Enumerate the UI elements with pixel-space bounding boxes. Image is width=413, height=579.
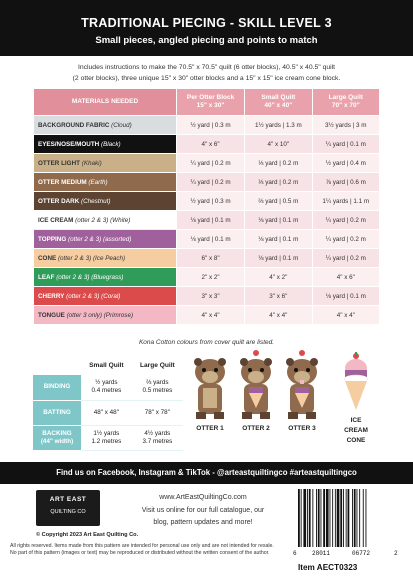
barcode-bar bbox=[354, 489, 356, 547]
barcode-bar bbox=[321, 489, 322, 547]
material-large-value: ½ yard | 0.4 m bbox=[312, 154, 379, 173]
material-large-value: 3½ yards | 3 m bbox=[312, 116, 379, 135]
small-quilt-header: Small Quilt 40" x 40" bbox=[245, 89, 312, 116]
material-per-block-value: ⅛ yard | 0.1 m bbox=[177, 211, 245, 230]
materials-row bbox=[34, 287, 380, 306]
page-title: TRADITIONAL PIECING - SKILL LEVEL 3 bbox=[81, 16, 332, 30]
batting-large-header: Large Quilt bbox=[139, 361, 175, 369]
materials-row bbox=[34, 154, 380, 173]
barcode-bar bbox=[359, 489, 360, 547]
barcode-bar bbox=[346, 489, 347, 547]
otter-3-label: OTTER 3 bbox=[288, 425, 316, 432]
material-large-value: ¼ yard | 0.2 m bbox=[312, 211, 379, 230]
item-number: Item AECT0323 bbox=[298, 563, 358, 572]
barcode-bar bbox=[363, 489, 364, 547]
batting-row bbox=[33, 400, 183, 425]
materials-row bbox=[34, 192, 380, 211]
barcode-bar bbox=[330, 489, 331, 547]
barcode-bar bbox=[352, 489, 353, 547]
barcode-bar bbox=[340, 489, 342, 547]
website-block bbox=[108, 492, 298, 530]
material-per-block-value: 3" x 3" bbox=[177, 287, 245, 306]
batting-value: 78" x 78" bbox=[132, 400, 183, 425]
barcode-bar bbox=[316, 489, 317, 547]
batting-corner bbox=[33, 355, 81, 375]
material-per-block-value: 4" x 6" bbox=[177, 135, 245, 154]
barcode-image bbox=[290, 487, 402, 557]
barcode-bar bbox=[312, 489, 313, 547]
material-per-block-value: 4" x 4" bbox=[177, 306, 245, 325]
barcode-digit-1: 6 bbox=[293, 550, 297, 557]
material-name: TOPPING (otter 2 & 3) (assorted) bbox=[34, 230, 177, 249]
batting-value: ½ yards 0.4 metres bbox=[81, 375, 132, 400]
material-small-value: ⅓ yard | 0.2 m bbox=[245, 173, 312, 192]
material-name: OTTER DARK (Chestnut) bbox=[34, 192, 177, 211]
batting-small-header: Small Quilt bbox=[89, 361, 124, 369]
ice-cream-label-2: CREAM bbox=[344, 427, 368, 434]
batting-row-label: BINDING bbox=[33, 375, 81, 400]
materials-row bbox=[34, 116, 380, 135]
ice-cream-label-1: ICE bbox=[350, 417, 362, 424]
otter-2-figure bbox=[240, 350, 272, 419]
batting-row bbox=[33, 425, 183, 450]
materials-row bbox=[34, 268, 380, 287]
material-name: EYES/NOSE/MOUTH (Black) bbox=[34, 135, 177, 154]
barcode-bar bbox=[343, 489, 344, 547]
large-quilt-header: Large Quilt 70" x 70" bbox=[312, 89, 379, 116]
material-large-value: ¼ yard | 0.1 m bbox=[312, 135, 379, 154]
barcode-bar bbox=[307, 489, 308, 547]
materials-table bbox=[33, 88, 380, 325]
barcode-bar bbox=[303, 489, 306, 547]
barcode-bar bbox=[298, 489, 300, 547]
art-east-logo bbox=[36, 490, 100, 526]
batting-row-label: BATTING bbox=[33, 400, 81, 425]
material-large-value: ⅞ yard | 0.6 m bbox=[312, 173, 379, 192]
logo-line-2: QUILTING CO bbox=[50, 509, 86, 515]
material-per-block-value: ½ yard | 0.3 m bbox=[177, 116, 245, 135]
website-line-2: Visit us online for our full catalogue, our bbox=[141, 506, 265, 514]
batting-row bbox=[33, 375, 183, 400]
ice-cream-label-3: CONE bbox=[346, 437, 366, 444]
materials-row bbox=[34, 306, 380, 325]
material-name: BACKGROUND FABRIC (Cloud) bbox=[34, 116, 177, 135]
barcode-bar bbox=[357, 489, 358, 547]
kona-note: Kona Cotton colours from cover quilt are listed. bbox=[138, 339, 275, 346]
intro-text bbox=[20, 62, 393, 84]
material-large-value: 4" x 4" bbox=[312, 306, 379, 325]
logo-line-1: ART EAST bbox=[49, 496, 87, 503]
material-name: LEAF (otter 2 & 3) (Bluegrass) bbox=[34, 268, 177, 287]
material-per-block-value: ½ yard | 0.3 m bbox=[177, 192, 245, 211]
intro-line-1: Includes instructions to make the 70.5" x 70.5" quilt (6 otter blocks), 40.5" x 40.5" quilt bbox=[77, 64, 336, 71]
rights-text: All rights reserved. Items made from this pattern are intended for personal use only and are not intended for resale. No part of this pattern (images or text) may be reproduced or distributed without the written consent of the author. bbox=[10, 543, 274, 556]
barcode-bar bbox=[366, 489, 367, 547]
barcode-bar bbox=[337, 489, 340, 547]
material-per-block-value: 2" x 2" bbox=[177, 268, 245, 287]
material-small-value: 4" x 4" bbox=[245, 306, 312, 325]
header-bar bbox=[0, 0, 413, 56]
batting-value: 48" x 48" bbox=[81, 400, 132, 425]
binding-batting-table bbox=[33, 355, 183, 451]
material-per-block-value: ¼ yard | 0.2 m bbox=[177, 173, 245, 192]
barcode-digit-4: 2 bbox=[394, 550, 398, 557]
barcode-digits-2: 28011 bbox=[312, 550, 331, 557]
material-large-value: 1¼ yards | 1.1 m bbox=[312, 192, 379, 211]
material-large-value: ¼ yard | 0.2 m bbox=[312, 249, 379, 268]
barcode-bar bbox=[335, 489, 336, 547]
barcode-bar bbox=[301, 489, 302, 547]
ice-cream-cone-figure bbox=[344, 352, 368, 410]
materials-row bbox=[34, 135, 380, 154]
materials-row bbox=[34, 230, 380, 249]
otter-1-label: OTTER 1 bbox=[196, 425, 224, 432]
barcode-digits-3: 06772 bbox=[352, 550, 371, 557]
materials-header: MATERIALS NEEDED bbox=[34, 89, 177, 116]
material-name: OTTER MEDIUM (Earth) bbox=[34, 173, 177, 192]
barcode-bar bbox=[318, 489, 320, 547]
batting-value: 1½ yards 1.2 metres bbox=[81, 425, 132, 450]
material-name: ICE CREAM (otter 2 & 3) (White) bbox=[34, 211, 177, 230]
website-link[interactable]: www.ArtEastQuiltingCo.com bbox=[159, 494, 247, 501]
material-per-block-value: ¼ yard | 0.2 m bbox=[177, 154, 245, 173]
barcode-bar bbox=[332, 489, 333, 547]
material-small-value: 4" x 10" bbox=[245, 135, 312, 154]
material-small-value: ⅔ yard | 0.5 m bbox=[245, 192, 312, 211]
batting-value: 4½ yards 3.7 metres bbox=[132, 425, 183, 450]
material-name: CHERRY (otter 2 & 3) (Coral) bbox=[34, 287, 177, 306]
material-small-value: 1½ yards | 1.3 m bbox=[245, 116, 312, 135]
otter-blocks-illustration bbox=[188, 350, 388, 460]
material-small-value: 4" x 2" bbox=[245, 268, 312, 287]
material-name: OTTER LIGHT (Khaki) bbox=[34, 154, 177, 173]
material-small-value: ⅛ yard | 0.1 m bbox=[245, 230, 312, 249]
material-small-value: 3" x 6" bbox=[245, 287, 312, 306]
otter-3-figure bbox=[286, 350, 318, 419]
materials-row bbox=[34, 173, 380, 192]
per-block-header: Per Otter Block 15" x 30" bbox=[177, 89, 245, 116]
barcode-bar bbox=[348, 489, 350, 547]
otter-2-label: OTTER 2 bbox=[242, 425, 270, 432]
batting-value: ⅔ yards 0.5 metres bbox=[132, 375, 183, 400]
copyright-text: © Copyright 2023 Art East Quilting Co. bbox=[36, 532, 139, 538]
material-per-block-value: 6" x 8" bbox=[177, 249, 245, 268]
barcode-bar bbox=[326, 489, 329, 547]
material-large-value: 4" x 6" bbox=[312, 268, 379, 287]
material-name: CONE (otter 2 & 3) (Ice Peach) bbox=[34, 249, 177, 268]
material-small-value: ⅛ yard | 0.1 m bbox=[245, 249, 312, 268]
material-per-block-value: ⅛ yard | 0.1 m bbox=[177, 230, 245, 249]
otter-1-figure bbox=[194, 358, 226, 419]
materials-row bbox=[34, 249, 380, 268]
material-large-value: ¼ yard | 0.2 m bbox=[312, 230, 379, 249]
materials-row bbox=[34, 211, 380, 230]
material-large-value: ⅛ yard | 0.1 m bbox=[312, 287, 379, 306]
batting-row-label: BACKING (44" width) bbox=[33, 425, 81, 450]
page-subtitle: Small pieces, angled piecing and points to match bbox=[95, 35, 318, 46]
intro-line-2: (2 otter blocks), three unique 15" x 30" otter blocks and a 15" x 15" ice cream cone block. bbox=[72, 75, 341, 82]
material-small-value: ⅛ yard | 0.1 m bbox=[245, 211, 312, 230]
barcode-bar bbox=[323, 489, 325, 547]
material-name: TONGUE (otter 3 only) (Primrose) bbox=[34, 306, 177, 325]
material-small-value: ⅓ yard | 0.2 m bbox=[245, 154, 312, 173]
barcode-bar bbox=[309, 489, 311, 547]
website-line-3: blog, pattern updates and more! bbox=[153, 519, 253, 526]
social-footer-bar: Find us on Facebook, Instagram & TikTok - @arteastquiltingco #arteastquiltingco bbox=[0, 462, 413, 484]
